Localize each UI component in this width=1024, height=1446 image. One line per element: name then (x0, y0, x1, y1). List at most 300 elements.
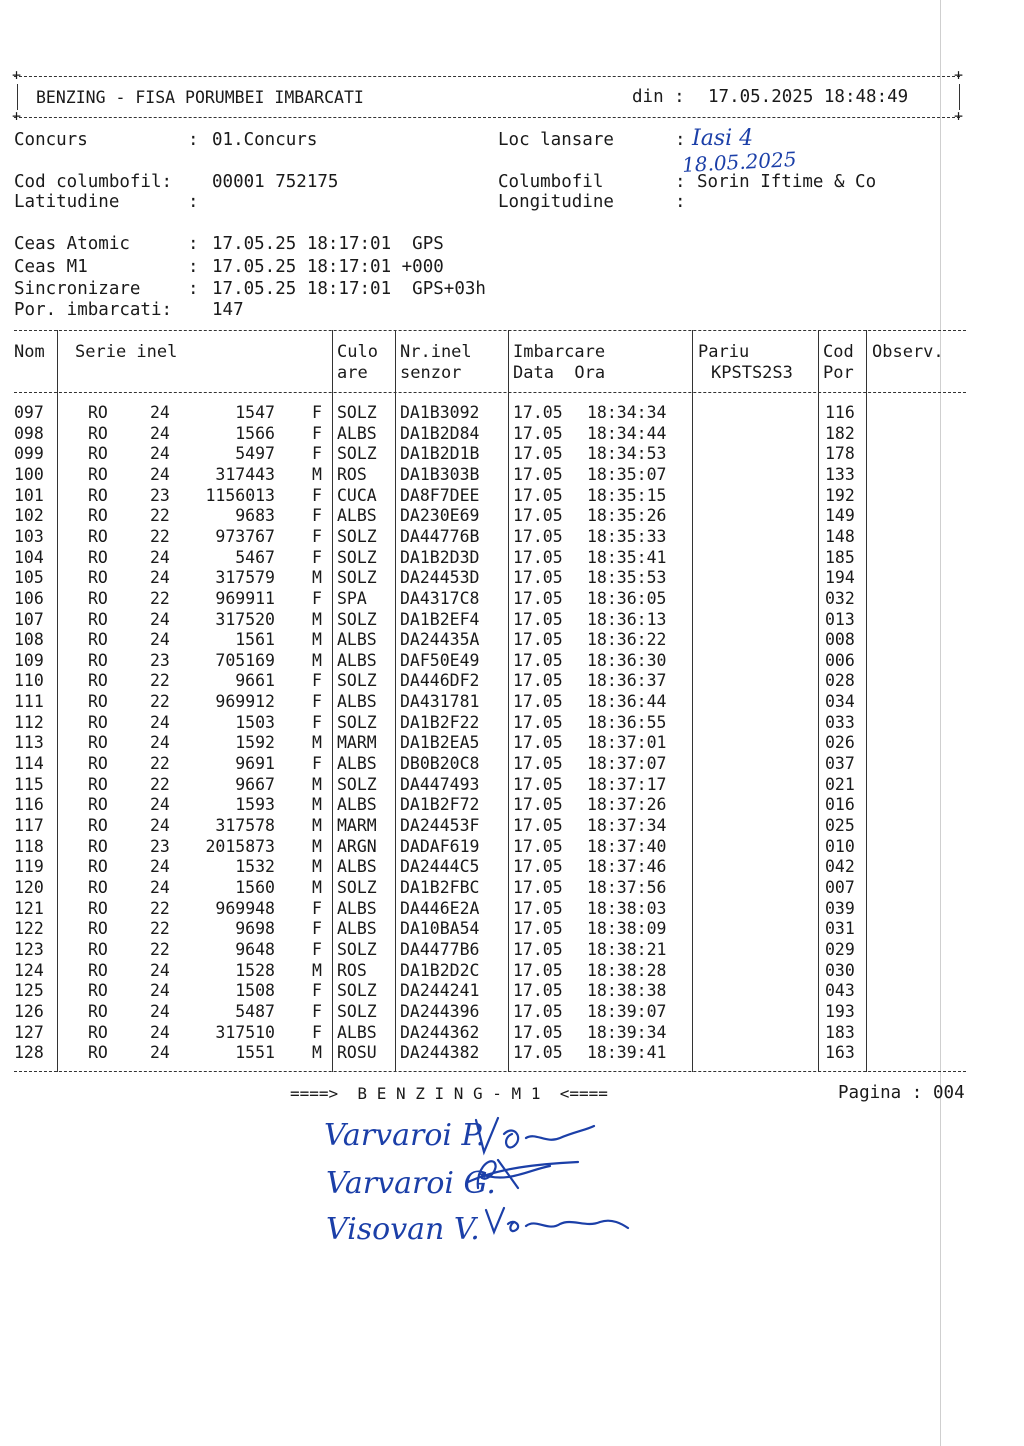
cell-culoare: SOLZ (337, 568, 377, 588)
cell-nom: 106 (14, 588, 44, 608)
signature-name: Varvaroi G. (326, 1166, 496, 1201)
cell-ring-number: 9648 (235, 939, 275, 959)
cell-imbarcare-ora: 18:37:56 (587, 877, 667, 897)
cell-culoare: ALBS (337, 650, 377, 670)
cell-sex: F (312, 423, 322, 443)
cell-imbarcare-ora: 18:38:21 (587, 939, 667, 959)
cell-year: 24 (150, 609, 170, 629)
cell-ring-number: 969912 (215, 692, 275, 712)
cell-cod-por: 031 (825, 919, 855, 939)
colon: : (188, 130, 199, 150)
cell-nr-inel-senzor: DA2444C5 (400, 857, 480, 877)
col-header-nom: Nom (14, 342, 45, 362)
cell-imbarcare-ora: 18:38:28 (587, 960, 667, 980)
cell-sex: M (312, 877, 322, 897)
colon: : (675, 192, 686, 212)
colon: : (188, 192, 199, 212)
table-row (0, 486, 1024, 507)
cell-sex: M (312, 795, 322, 815)
table-row (0, 981, 1024, 1002)
cell-imbarcare-ora: 18:37:17 (587, 774, 667, 794)
cell-year: 24 (150, 733, 170, 753)
cell-ring-number: 973767 (215, 526, 275, 546)
cell-nom: 122 (14, 919, 44, 939)
cell-nom: 110 (14, 671, 44, 691)
cell-culoare: SOLZ (337, 609, 377, 629)
signature-scribble (458, 1148, 588, 1198)
cell-nom: 127 (14, 1022, 44, 1042)
frame-corner: + (12, 66, 22, 84)
cell-country: RO (88, 960, 108, 980)
col-header-pariu-2: KPSTS2S3 (711, 363, 793, 383)
cell-sex: M (312, 857, 322, 877)
cell-year: 24 (150, 981, 170, 1001)
loc-lansare-label: Loc lansare (498, 130, 614, 150)
page-label: Pagina : (838, 1083, 923, 1103)
cell-cod-por: 043 (825, 981, 855, 1001)
col-header-culoare-1: Culo (337, 342, 378, 362)
cell-culoare: ALBS (337, 692, 377, 712)
cell-year: 24 (150, 1022, 170, 1042)
table-row (0, 671, 1024, 692)
cell-cod-por: 034 (825, 692, 855, 712)
cell-imbarcare-ora: 18:36:05 (587, 588, 667, 608)
cell-country: RO (88, 816, 108, 835)
cell-imbarcare-ora: 18:36:37 (587, 671, 667, 691)
cell-culoare: SOLZ (337, 939, 377, 959)
cell-imbarcare-ora: 18:38:09 (587, 919, 667, 939)
cell-year: 22 (150, 506, 170, 526)
cell-imbarcare-ora: 18:36:22 (587, 630, 667, 650)
cell-nom: 116 (14, 795, 44, 815)
cell-sex: F (312, 981, 322, 1001)
colon: : (675, 130, 686, 150)
signature-name: Varvaroi P. (324, 1118, 486, 1153)
cell-imbarcare-data: 17.05 (513, 547, 563, 567)
frame-corner: + (954, 66, 964, 84)
cell-cod-por: 006 (825, 650, 855, 670)
cell-culoare: SOLZ (337, 444, 377, 464)
cell-year: 23 (150, 650, 170, 670)
cell-year: 24 (150, 960, 170, 980)
colon: : (188, 279, 199, 299)
cell-sex: M (312, 609, 322, 629)
cell-cod-por: 192 (825, 485, 855, 505)
table-row (0, 527, 1024, 548)
cell-imbarcare-data: 17.05 (513, 774, 563, 794)
signature-scribble (482, 1198, 632, 1248)
cell-imbarcare-data: 17.05 (513, 464, 563, 484)
cell-nom: 103 (14, 526, 44, 546)
cell-ring-number: 705169 (215, 650, 275, 670)
cell-culoare: SOLZ (337, 712, 377, 732)
cell-culoare: SOLZ (337, 877, 377, 897)
cell-culoare: SOLZ (337, 1001, 377, 1021)
cell-sex: F (312, 919, 322, 939)
cell-imbarcare-data: 17.05 (513, 1043, 563, 1063)
cell-nr-inel-senzor: DA1B303B (400, 464, 480, 484)
cell-culoare: ALBS (337, 919, 377, 939)
cell-imbarcare-ora: 18:37:07 (587, 754, 667, 774)
cell-ring-number: 1547 (235, 403, 275, 422)
cell-nom: 121 (14, 898, 44, 918)
colon: : (675, 172, 686, 192)
cell-culoare: ALBS (337, 630, 377, 650)
cell-nr-inel-senzor: DA230E69 (400, 506, 480, 526)
cell-culoare: SOLZ (337, 403, 377, 422)
table-row (0, 610, 1024, 631)
cell-culoare: SOLZ (337, 547, 377, 567)
cell-country: RO (88, 464, 108, 484)
cell-ring-number: 1560 (235, 877, 275, 897)
cell-nom: 108 (14, 630, 44, 650)
cell-imbarcare-data: 17.05 (513, 444, 563, 464)
col-header-observ: Observ. (872, 342, 944, 362)
cell-country: RO (88, 898, 108, 918)
cell-nom: 105 (14, 568, 44, 588)
cell-ring-number: 2015873 (205, 836, 275, 856)
cell-imbarcare-ora: 18:39:07 (587, 1001, 667, 1021)
cell-sex: F (312, 898, 322, 918)
cell-country: RO (88, 939, 108, 959)
table-row (0, 403, 1024, 424)
report-date-label: din : (632, 87, 685, 107)
cell-nr-inel-senzor: DA24453F (400, 816, 480, 835)
cell-ring-number: 317443 (215, 464, 275, 484)
col-header-nrinel-1: Nr.inel (400, 342, 472, 362)
cell-nr-inel-senzor: DA446DF2 (400, 671, 480, 691)
cell-ring-number: 1551 (235, 1043, 275, 1063)
cell-imbarcare-ora: 18:39:34 (587, 1022, 667, 1042)
cell-country: RO (88, 712, 108, 732)
cell-sex: M (312, 1043, 322, 1063)
table-row (0, 1043, 1024, 1064)
cell-imbarcare-data: 17.05 (513, 630, 563, 650)
cell-culoare: ROS (337, 960, 367, 980)
cell-nom: 111 (14, 692, 44, 712)
cell-nom: 099 (14, 444, 44, 464)
cell-country: RO (88, 403, 108, 422)
cell-culoare: ALBS (337, 506, 377, 526)
cell-imbarcare-ora: 18:35:26 (587, 506, 667, 526)
cell-imbarcare-ora: 18:36:30 (587, 650, 667, 670)
cell-imbarcare-ora: 18:35:33 (587, 526, 667, 546)
col-header-cod-2: Por (823, 363, 854, 383)
por-imbarcati-label: Por. imbarcati: (14, 300, 173, 320)
cell-nom: 098 (14, 423, 44, 443)
cell-country: RO (88, 485, 108, 505)
cell-ring-number: 317510 (215, 1022, 275, 1042)
cell-cod-por: 039 (825, 898, 855, 918)
table-row (0, 424, 1024, 445)
cell-country: RO (88, 733, 108, 753)
cell-ring-number: 5467 (235, 547, 275, 567)
cell-imbarcare-data: 17.05 (513, 877, 563, 897)
cell-country: RO (88, 1022, 108, 1042)
concurs-label: Concurs (14, 130, 88, 150)
latitudine-label: Latitudine (14, 192, 120, 212)
cell-nom: 125 (14, 981, 44, 1001)
cell-sex: F (312, 547, 322, 567)
cell-cod-por: 026 (825, 733, 855, 753)
cell-ring-number: 1561 (235, 630, 275, 650)
table-row (0, 465, 1024, 486)
por-imbarcati-value: 147 (212, 300, 244, 320)
cell-imbarcare-data: 17.05 (513, 754, 563, 774)
cell-nr-inel-senzor: DA431781 (400, 692, 480, 712)
cell-nom: 104 (14, 547, 44, 567)
cell-ring-number: 9683 (235, 506, 275, 526)
cell-nom: 119 (14, 857, 44, 877)
cell-imbarcare-ora: 18:37:26 (587, 795, 667, 815)
cell-nr-inel-senzor: DA244362 (400, 1022, 480, 1042)
cell-nr-inel-senzor: DA244382 (400, 1043, 480, 1063)
table-row (0, 651, 1024, 672)
columbofil-value: Sorin Iftime & Co (697, 172, 877, 192)
cell-nr-inel-senzor: DA1B2D3D (400, 547, 480, 567)
table-row (0, 589, 1024, 610)
cell-imbarcare-ora: 18:38:03 (587, 898, 667, 918)
loc-lansare-date-handwritten: 18.05.2025 (681, 147, 798, 177)
cell-imbarcare-ora: 18:37:46 (587, 857, 667, 877)
cell-imbarcare-data: 17.05 (513, 733, 563, 753)
cell-cod-por: 183 (825, 1022, 855, 1042)
cod-columbofil-label: Cod columbofil: (14, 172, 173, 192)
cell-year: 22 (150, 754, 170, 774)
cell-culoare: ROS (337, 464, 367, 484)
signature-name: Visovan V. (326, 1212, 480, 1247)
cell-nr-inel-senzor: DAF50E49 (400, 650, 480, 670)
cell-nr-inel-senzor: DA1B2D2C (400, 960, 480, 980)
cell-ring-number: 1528 (235, 960, 275, 980)
cell-nr-inel-senzor: DA244241 (400, 981, 480, 1001)
cell-imbarcare-data: 17.05 (513, 939, 563, 959)
cell-country: RO (88, 754, 108, 774)
table-row (0, 795, 1024, 816)
report-title: BENZING - FISA PORUMBEI IMBARCATI (36, 88, 364, 107)
cell-imbarcare-data: 17.05 (513, 960, 563, 980)
cell-nr-inel-senzor: DA1B3092 (400, 403, 480, 422)
cell-imbarcare-data: 17.05 (513, 526, 563, 546)
cell-country: RO (88, 609, 108, 629)
cell-nom: 097 (14, 403, 44, 422)
cell-country: RO (88, 526, 108, 546)
cell-imbarcare-data: 17.05 (513, 1022, 563, 1042)
cell-cod-por: 030 (825, 960, 855, 980)
cell-imbarcare-ora: 18:35:07 (587, 464, 667, 484)
cell-imbarcare-ora: 18:35:15 (587, 485, 667, 505)
cell-culoare: ALBS (337, 795, 377, 815)
cell-nom: 112 (14, 712, 44, 732)
cell-ring-number: 1156013 (205, 485, 275, 505)
cell-cod-por: 008 (825, 630, 855, 650)
page-number: 004 (933, 1083, 965, 1103)
cell-nom: 107 (14, 609, 44, 629)
cod-columbofil-value: 00001 752175 (212, 172, 339, 192)
cell-imbarcare-ora: 18:37:40 (587, 836, 667, 856)
cell-cod-por: 042 (825, 857, 855, 877)
cell-imbarcare-ora: 18:35:53 (587, 568, 667, 588)
cell-culoare: ARGN (337, 836, 377, 856)
cell-nom: 124 (14, 960, 44, 980)
cell-cod-por: 033 (825, 712, 855, 732)
cell-imbarcare-data: 17.05 (513, 692, 563, 712)
cell-nr-inel-senzor: DA244396 (400, 1001, 480, 1021)
table-row (0, 837, 1024, 858)
col-header-imbarcare-1: Imbarcare (513, 342, 606, 362)
cell-year: 24 (150, 877, 170, 897)
cell-imbarcare-ora: 18:37:34 (587, 816, 667, 835)
cell-imbarcare-ora: 18:37:01 (587, 733, 667, 753)
cell-sex: M (312, 630, 322, 650)
cell-imbarcare-data: 17.05 (513, 423, 563, 443)
cell-nom: 120 (14, 877, 44, 897)
table-bottom-rule (14, 1071, 966, 1072)
cell-country: RO (88, 836, 108, 856)
report-date-value: 17.05.2025 18:48:49 (708, 87, 909, 107)
table-row (0, 1023, 1024, 1044)
col-header-cod-1: Cod (823, 342, 854, 362)
cell-imbarcare-ora: 18:34:44 (587, 423, 667, 443)
cell-country: RO (88, 981, 108, 1001)
cell-culoare: SOLZ (337, 774, 377, 794)
cell-imbarcare-data: 17.05 (513, 981, 563, 1001)
cell-year: 24 (150, 547, 170, 567)
col-header-culoare-2: are (337, 363, 368, 383)
cell-country: RO (88, 506, 108, 526)
cell-imbarcare-data: 17.05 (513, 588, 563, 608)
cell-nom: 115 (14, 774, 44, 794)
cell-sex: F (312, 1022, 322, 1042)
cell-country: RO (88, 671, 108, 691)
cell-year: 22 (150, 939, 170, 959)
header-top-rule (14, 76, 960, 77)
cell-nr-inel-senzor: DA24453D (400, 568, 480, 588)
cell-ring-number: 9667 (235, 774, 275, 794)
cell-cod-por: 029 (825, 939, 855, 959)
cell-cod-por: 016 (825, 795, 855, 815)
cell-nr-inel-senzor: DA1B2EF4 (400, 609, 480, 629)
cell-imbarcare-ora: 18:39:41 (587, 1043, 667, 1063)
cell-ring-number: 9698 (235, 919, 275, 939)
cell-imbarcare-ora: 18:34:34 (587, 403, 667, 422)
header-bottom-rule (14, 117, 960, 118)
cell-imbarcare-data: 17.05 (513, 857, 563, 877)
table-row (0, 548, 1024, 569)
cell-country: RO (88, 588, 108, 608)
cell-nr-inel-senzor: DA1B2F72 (400, 795, 480, 815)
cell-year: 24 (150, 1001, 170, 1021)
cell-ring-number: 1508 (235, 981, 275, 1001)
cell-ring-number: 317520 (215, 609, 275, 629)
table-row (0, 713, 1024, 734)
cell-nom: 128 (14, 1043, 44, 1063)
table-row (0, 444, 1024, 465)
cell-imbarcare-ora: 18:36:55 (587, 712, 667, 732)
cell-sex: F (312, 939, 322, 959)
cell-sex: M (312, 464, 322, 484)
cell-year: 23 (150, 485, 170, 505)
cell-sex: F (312, 754, 322, 774)
cell-nom: 113 (14, 733, 44, 753)
cell-imbarcare-data: 17.05 (513, 568, 563, 588)
cell-country: RO (88, 650, 108, 670)
cell-year: 24 (150, 630, 170, 650)
colon: : (188, 257, 199, 277)
cell-year: 24 (150, 423, 170, 443)
cell-nr-inel-senzor: DA1B2D84 (400, 423, 480, 443)
cell-country: RO (88, 1001, 108, 1021)
cell-nr-inel-senzor: DA1B2FBC (400, 877, 480, 897)
cell-cod-por: 182 (825, 423, 855, 443)
cell-nr-inel-senzor: DADAF619 (400, 836, 480, 856)
cell-ring-number: 5497 (235, 444, 275, 464)
cell-imbarcare-data: 17.05 (513, 712, 563, 732)
cell-nr-inel-senzor: DA44776B (400, 526, 480, 546)
cell-culoare: MARM (337, 733, 377, 753)
cell-country: RO (88, 444, 108, 464)
cell-country: RO (88, 547, 108, 567)
cell-ring-number: 1532 (235, 857, 275, 877)
concurs-value: 01.Concurs (212, 130, 318, 150)
cell-imbarcare-data: 17.05 (513, 671, 563, 691)
cell-cod-por: 148 (825, 526, 855, 546)
cell-cod-por: 025 (825, 816, 855, 835)
cell-nr-inel-senzor: DA10BA54 (400, 919, 480, 939)
cell-imbarcare-ora: 18:35:41 (587, 547, 667, 567)
cell-ring-number: 1566 (235, 423, 275, 443)
cell-cod-por: 028 (825, 671, 855, 691)
cell-culoare: SOLZ (337, 526, 377, 546)
cell-sex: F (312, 588, 322, 608)
cell-year: 24 (150, 712, 170, 732)
frame-corner: + (954, 107, 964, 125)
cell-imbarcare-ora: 18:36:44 (587, 692, 667, 712)
cell-nr-inel-senzor: DA8F7DEE (400, 485, 480, 505)
cell-sex: M (312, 733, 322, 753)
table-row (0, 899, 1024, 920)
cell-year: 22 (150, 526, 170, 546)
cell-nr-inel-senzor: DA1B2F22 (400, 712, 480, 732)
table-row (0, 506, 1024, 527)
cell-culoare: ALBS (337, 857, 377, 877)
cell-cod-por: 116 (825, 403, 855, 422)
ceas-atomic-value: 17.05.25 18:17:01 GPS (212, 234, 444, 254)
ceas-m1-label: Ceas M1 (14, 257, 88, 277)
cell-imbarcare-ora: 18:34:53 (587, 444, 667, 464)
table-row (0, 775, 1024, 796)
cell-culoare: SPA (337, 588, 367, 608)
cell-sex: F (312, 403, 322, 422)
cell-cod-por: 013 (825, 609, 855, 629)
cell-year: 24 (150, 795, 170, 815)
sincronizare-value: 17.05.25 18:17:01 GPS+03h (212, 279, 486, 299)
cell-nom: 114 (14, 754, 44, 774)
cell-year: 24 (150, 1043, 170, 1063)
cell-nom: 109 (14, 650, 44, 670)
table-row (0, 919, 1024, 940)
cell-culoare: ALBS (337, 754, 377, 774)
table-row (0, 857, 1024, 878)
cell-year: 24 (150, 568, 170, 588)
colon: : (188, 234, 199, 254)
cell-year: 23 (150, 836, 170, 856)
table-row (0, 940, 1024, 961)
cell-cod-por: 185 (825, 547, 855, 567)
cell-nr-inel-senzor: DA1B2EA5 (400, 733, 480, 753)
cell-sex: M (312, 650, 322, 670)
cell-sex: F (312, 1001, 322, 1021)
